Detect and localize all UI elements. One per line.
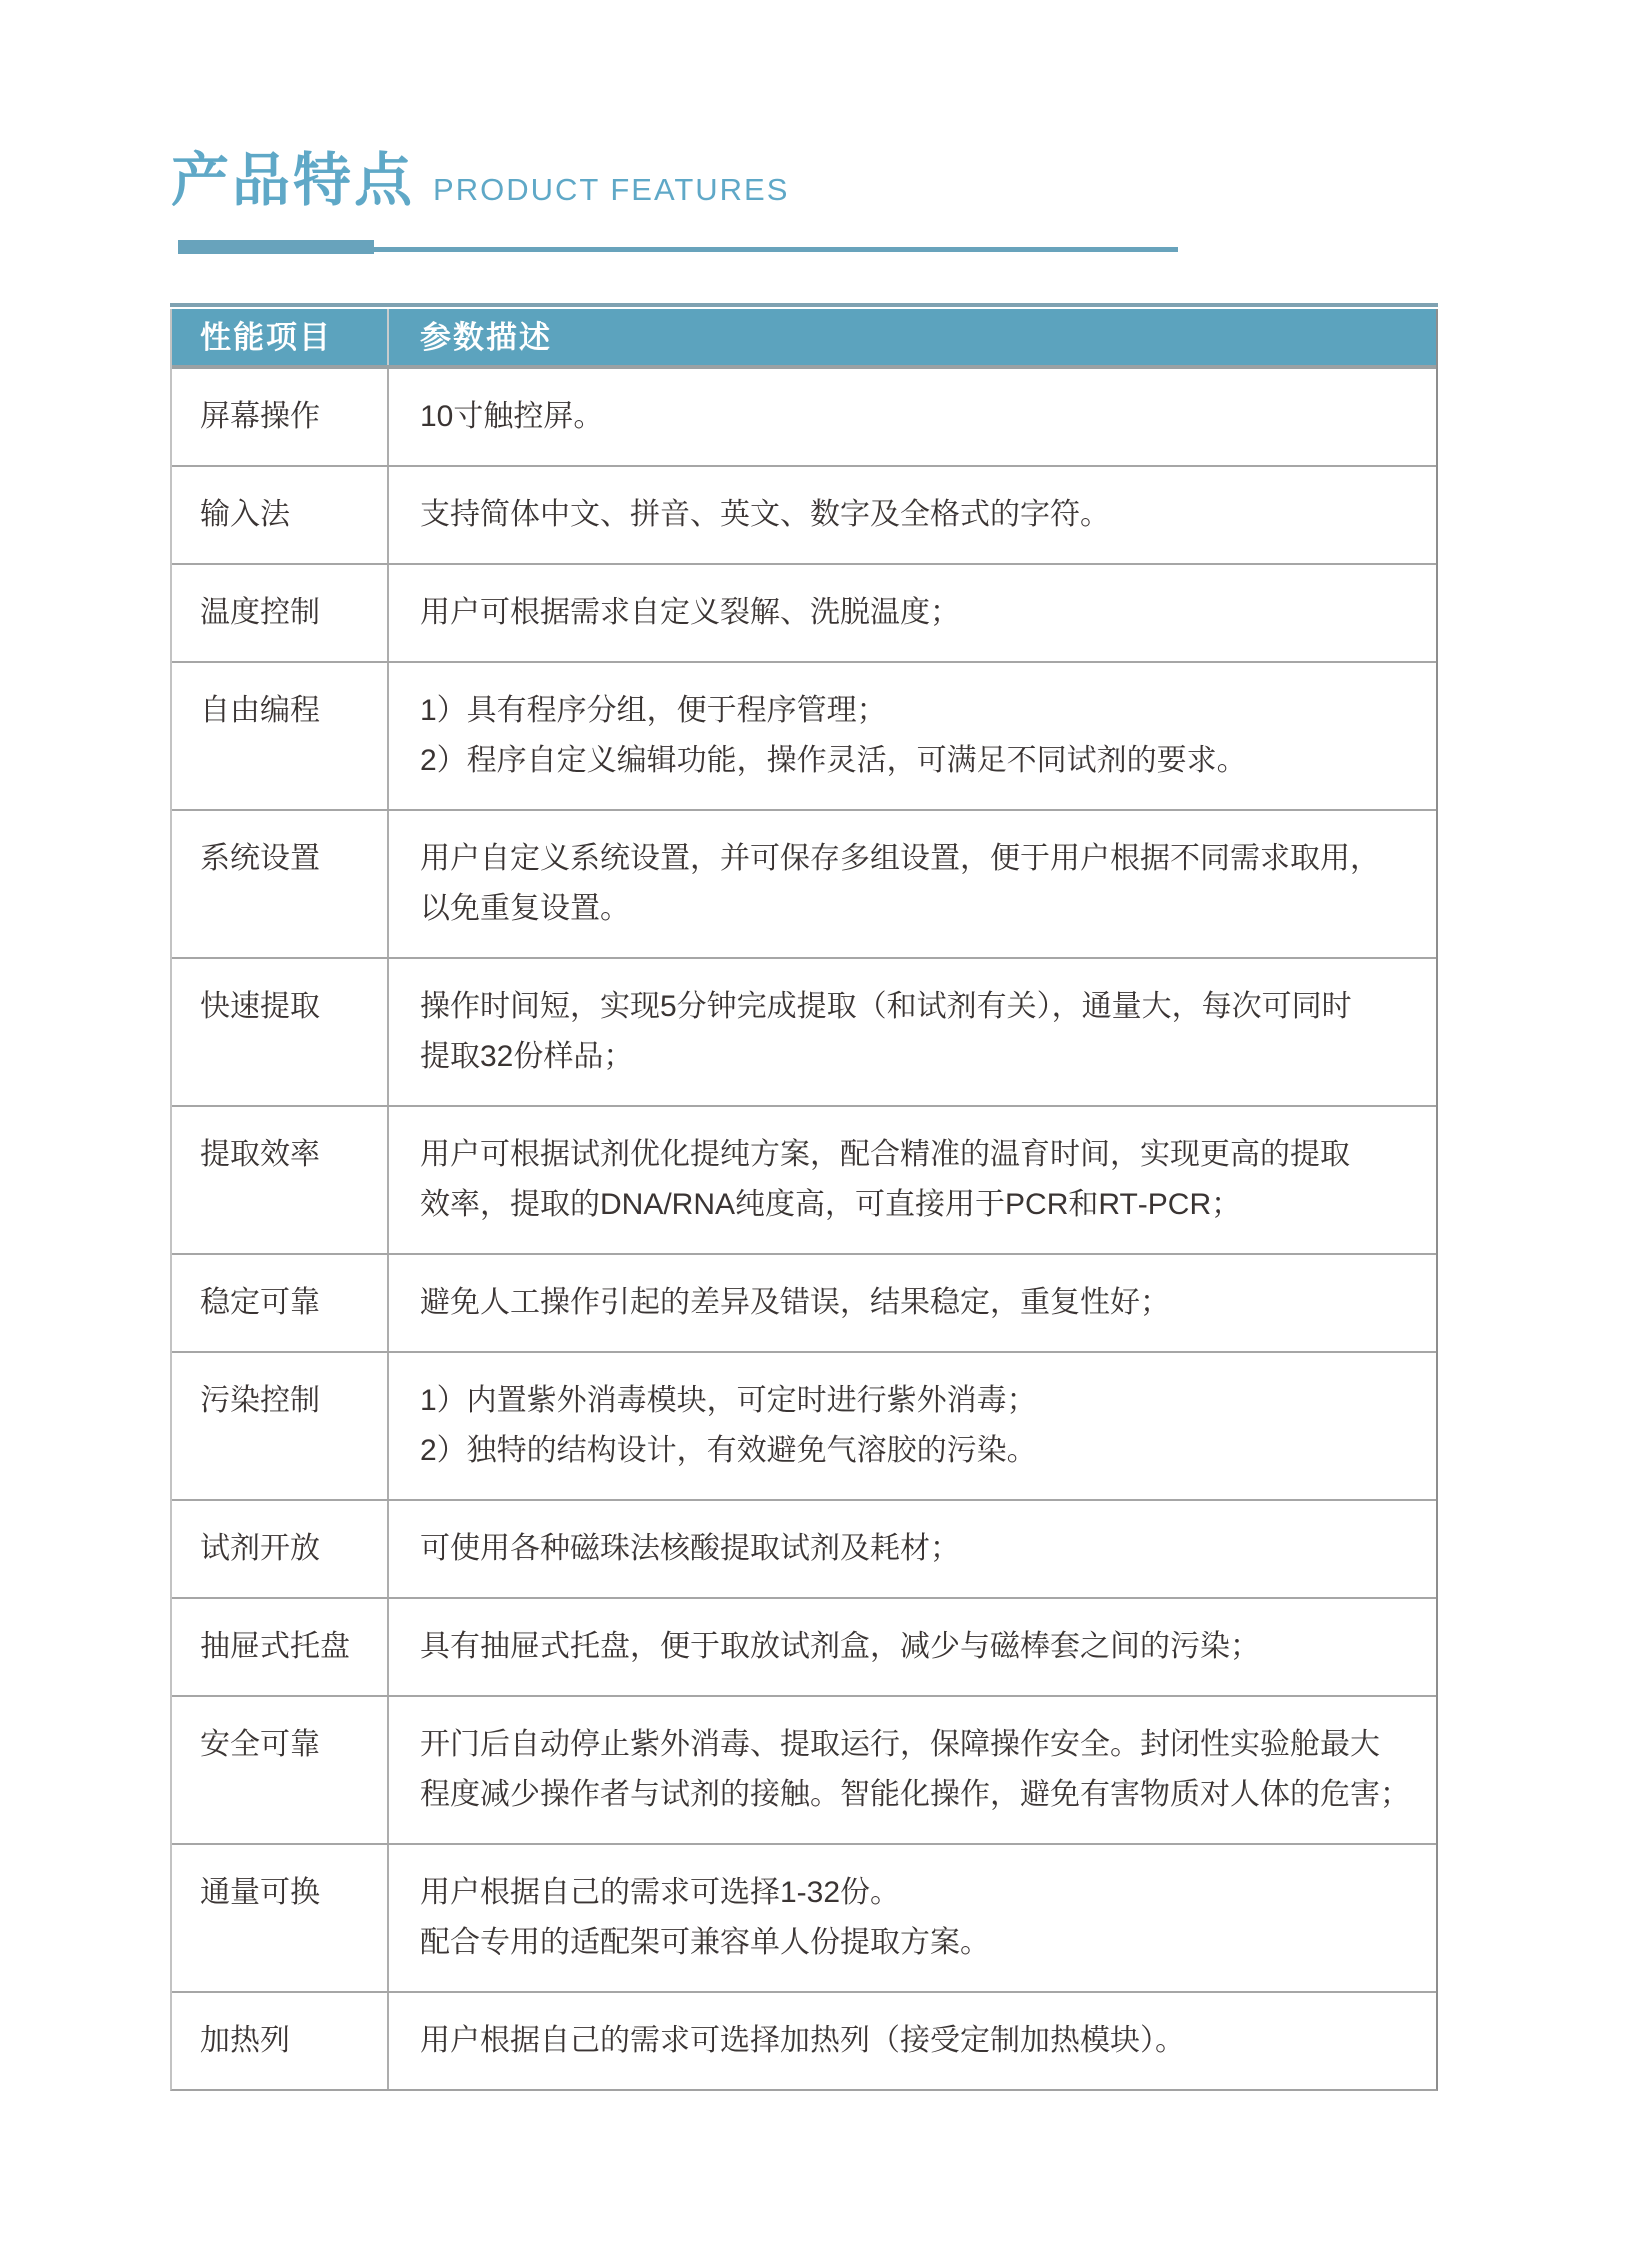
feature-description: 用户可根据试剂优化提纯方案，配合精准的温育时间，实现更高的提取 效率，提取的DNA/RNA纯度高，可直接用于PCR和RT‐PCR； [420, 1138, 1350, 1221]
feature-description: 操作时间短，实现5分钟完成提取（和试剂有关），通量大，每次可同时 提取32份样品； [420, 990, 1352, 1073]
table-row [172, 1105, 1436, 1253]
feature-name: 安全可靠 [172, 1697, 389, 1843]
table-row [172, 1991, 1436, 2089]
feature-name: 抽屉式托盘 [172, 1599, 389, 1695]
table-row [172, 1253, 1436, 1351]
feature-description: 支持简体中文、拼音、英文、数字及全格式的字符。 [420, 498, 1110, 531]
feature-name: 快速提取 [172, 959, 389, 1105]
column-header-feature: 性能项目 [172, 309, 389, 365]
underline-thick-segment [178, 240, 374, 254]
feature-name: 试剂开放 [172, 1501, 389, 1597]
table-frame [170, 309, 1438, 2091]
title-underline [178, 240, 1178, 254]
table-row [172, 661, 1436, 809]
feature-name: 通量可换 [172, 1845, 389, 1991]
feature-description: 用户自定义系统设置，并可保存多组设置，便于用户根据不同需求取用， 以免重复设置。 [420, 842, 1380, 925]
feature-name: 输入法 [172, 467, 389, 563]
table-row [172, 1597, 1436, 1695]
table-row [172, 1695, 1436, 1843]
page-title: 产品特点 [171, 148, 416, 213]
feature-name: 稳定可靠 [172, 1255, 389, 1351]
table-body [172, 369, 1436, 2089]
feature-name: 自由编程 [172, 663, 389, 809]
table-row [172, 369, 1436, 465]
feature-description: 用户根据自己的需求可选择加热列（接受定制加热模块）。 [420, 2024, 1185, 2057]
feature-description: 1）内置紫外消毒模块，可定时进行紫外消毒； 2）独特的结构设计，有效避免气溶胶的污染。 [420, 1384, 1037, 1467]
feature-description: 可使用各种磁珠法核酸提取试剂及耗材； [420, 1532, 960, 1565]
page-title-block [171, 146, 789, 216]
table-row [172, 809, 1436, 957]
table-row [172, 1843, 1436, 1991]
feature-name: 屏幕操作 [172, 369, 389, 465]
feature-description: 开门后自动停止紫外消毒、提取运行，保障操作安全。封闭性实验舱最大 程度减少操作者与试剂的接触。智能化操作，避免有害物质对人体的危害； [420, 1728, 1410, 1811]
table-header-row [172, 309, 1436, 369]
feature-name: 提取效率 [172, 1107, 389, 1253]
features-table [170, 303, 1438, 2091]
feature-description: 具有抽屉式托盘，便于取放试剂盒，减少与磁棒套之间的污染； [420, 1630, 1260, 1663]
page-subtitle: PRODUCT FEATURES [433, 172, 790, 207]
feature-name: 温度控制 [172, 565, 389, 661]
table-row [172, 1499, 1436, 1597]
table-row [172, 563, 1436, 661]
table-top-border [170, 303, 1438, 307]
feature-description: 用户可根据需求自定义裂解、洗脱温度； [420, 596, 960, 629]
table-row [172, 957, 1436, 1105]
feature-description: 1）具有程序分组，便于程序管理； 2）程序自定义编辑功能，操作灵活，可满足不同试剂的要求。 [420, 694, 1247, 777]
feature-name: 系统设置 [172, 811, 389, 957]
underline-thin-segment [374, 247, 1178, 252]
column-header-description: 参数描述 [420, 320, 552, 355]
feature-name: 污染控制 [172, 1353, 389, 1499]
feature-description: 避免人工操作引起的差异及错误，结果稳定，重复性好； [420, 1286, 1170, 1319]
table-row [172, 465, 1436, 563]
feature-description: 用户根据自己的需求可选择1-32份。 配合专用的适配架可兼容单人份提取方案。 [420, 1876, 990, 1959]
table-row [172, 1351, 1436, 1499]
feature-description: 10寸触控屏。 [420, 400, 604, 433]
feature-name: 加热列 [172, 1993, 389, 2089]
